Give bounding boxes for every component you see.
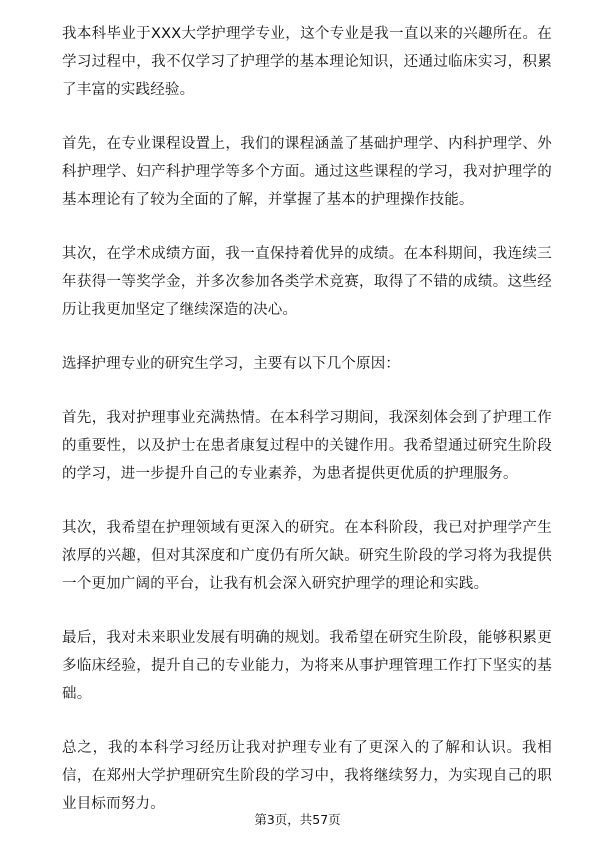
- paragraph-curriculum: 首先，在专业课程设置上，我们的课程涵盖了基础护理学、内科护理学、外科护理学、妇产科护理学等多个方面。通过这些课程的学习，我对护理学的基本理论有了较为全面的了解，并掌握了基本的护理操作技能。: [62, 136, 552, 208]
- paragraph-conclusion: 总之，我的本科学习经历让我对护理专业有了更深入的了解和认识。我相信，在郑州大学护理研究生阶段的学习中，我将继续努力，为实现自己的职业目标而努力。: [62, 740, 552, 812]
- paragraph-reason-research: 其次，我希望在护理领域有更深入的研究。在本科阶段，我已对护理学产生浓厚的兴趣，但对其深度和广度仍有所欠缺。研究生阶段的学习将为我提供一个更加广阔的平台，让我有机会深入研究护理学的理论和实践。: [62, 520, 552, 592]
- document-body: [62, 20, 552, 844]
- page-number-footer: 第3页，共57页: [254, 812, 341, 827]
- paragraph-education-background: 我本科毕业于XXX大学护理学专业，这个专业是我一直以来的兴趣所在。在学习过程中，我不仅学习了护理学的基本理论知识，还通过临床实习，积累了丰富的实践经验。: [62, 26, 552, 98]
- paragraph-reason-career: 最后，我对未来职业发展有明确的规划。我希望在研究生阶段，能够积累更多临床经验，提升自己的专业能力，为将来从事护理管理工作打下坚实的基础。: [62, 630, 552, 702]
- paragraph-academic-performance: 其次，在学术成绩方面，我一直保持着优异的成绩。在本科期间，我连续三年获得一等奖学金，并多次参加各类学术竞赛，取得了不错的成绩。这些经历让我更加坚定了继续深造的决心。: [62, 246, 552, 318]
- paragraph-reason-passion: 首先，我对护理事业充满热情。在本科学习期间，我深刻体会到了护理工作的重要性，以及护士在患者康复过程中的关键作用。我希望通过研究生阶段的学习，进一步提升自己的专业素养，为患者提供更优质的护理服务。: [62, 410, 552, 482]
- paragraph-reasons-intro: 选择护理专业的研究生学习，主要有以下几个原因：: [62, 356, 401, 372]
